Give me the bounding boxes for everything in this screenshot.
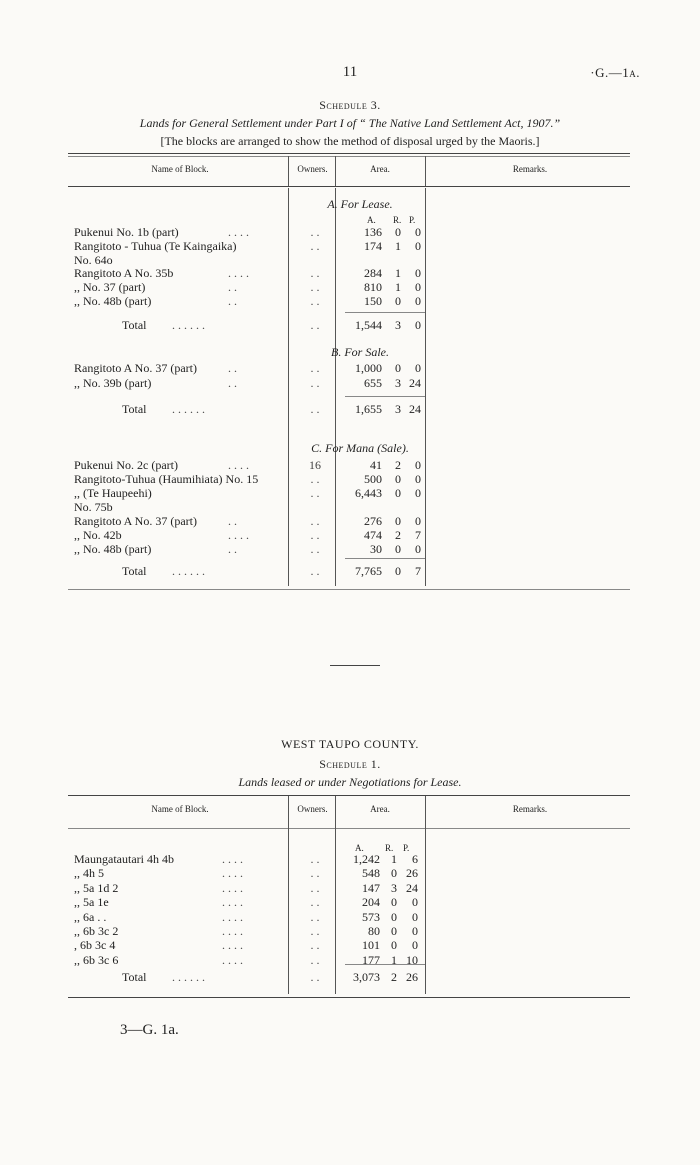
leader-dots: . . . . — [228, 458, 249, 472]
leader-dots: . . — [228, 361, 237, 375]
column-header-owners: Owners. — [297, 804, 328, 814]
area-acres: 573 — [362, 909, 380, 924]
total-rule — [345, 396, 425, 397]
column-header-remarks: Remarks. — [512, 804, 548, 814]
block-name: No. 75b — [74, 500, 113, 514]
area-perches: 0 — [415, 458, 421, 472]
block-name: ,, No. 48b (part) — [74, 542, 152, 556]
section-heading-mana: C. For Mana (Sale). — [311, 441, 409, 455]
area-acres: 174 — [364, 238, 382, 253]
unit-head-acres: A. — [355, 843, 364, 853]
leader-dots: . . . . — [222, 880, 243, 895]
owners-value: . . — [310, 952, 320, 967]
owners-value: . . — [310, 472, 320, 486]
block-name: ,, No. 39b (part) — [74, 375, 152, 390]
table-top-rule — [68, 153, 630, 154]
owners-value: . . — [310, 402, 320, 416]
header-divider — [425, 156, 426, 186]
area-perches: 0 — [415, 472, 421, 486]
leader-dots: . . . . . . — [172, 564, 205, 578]
total-acres: 3,073 — [353, 970, 380, 984]
block-name: Rangitoto A No. 37 (part) — [74, 361, 197, 375]
area-perches: 0 — [415, 225, 421, 239]
area-roods: 0 — [395, 225, 401, 239]
column-header-name: Name of Block. — [151, 164, 209, 174]
schedule-1-title: Schedule 1. — [319, 757, 381, 771]
column-divider — [335, 796, 336, 994]
block-name: ,, 5a 1e — [74, 895, 109, 910]
block-name: Rangitoto - Tuhua (Te Kaingaika) — [74, 238, 237, 253]
area-acres: 284 — [364, 266, 382, 281]
area-roods: 3 — [391, 880, 397, 895]
area-acres: 548 — [362, 866, 380, 881]
unit-head-roods: R. — [385, 843, 394, 853]
total-roods: 3 — [395, 402, 401, 416]
leader-dots: . . . . — [222, 866, 243, 881]
area-roods: 0 — [391, 938, 397, 953]
total-perches: 26 — [406, 970, 418, 984]
table-top-rule-inner — [68, 156, 630, 157]
block-name: ,, No. 42b — [74, 528, 122, 542]
block-name: Rangitoto A No. 37 (part) — [74, 514, 197, 528]
column-header-name: Name of Block. — [151, 804, 209, 814]
block-name: No. 64o — [74, 252, 113, 267]
area-roods: 0 — [391, 866, 397, 881]
area-acres: 204 — [362, 895, 380, 910]
area-roods: 1 — [391, 852, 397, 866]
owners-value: . . — [310, 375, 320, 390]
schedule-3-title: Schedule 3. — [319, 98, 381, 112]
total-perches: 0 — [415, 318, 421, 332]
block-name: Rangitoto-Tuhua (Haumihiata) No. 15 — [74, 472, 259, 486]
leader-dots: . . . . — [222, 924, 243, 938]
area-acres: 810 — [364, 280, 382, 295]
owners-value: . . — [310, 895, 320, 910]
total-roods: 0 — [395, 564, 401, 578]
block-name: ,, No. 48b (part) — [74, 294, 152, 308]
area-roods: 3 — [395, 375, 401, 390]
column-header-remarks: Remarks. — [512, 164, 548, 174]
area-acres: 655 — [364, 375, 382, 390]
owners-value: . . — [310, 880, 320, 895]
page-number: 11 — [342, 64, 358, 80]
area-roods: 0 — [395, 542, 401, 556]
area-acres: 150 — [364, 294, 382, 308]
block-name: ,, 6b 3c 6 — [74, 952, 119, 967]
area-perches: 0 — [412, 938, 418, 953]
area-roods: 1 — [395, 238, 401, 253]
leader-dots: . . — [228, 280, 237, 295]
leader-dots: . . . . — [228, 528, 249, 542]
county-heading: WEST TAUPO COUNTY. — [281, 737, 419, 751]
total-label: Total — [122, 402, 147, 416]
column-header-area: Area. — [370, 804, 390, 814]
leader-dots: . . — [228, 375, 237, 390]
area-perches: 24 — [409, 375, 421, 390]
area-acres: 1,242 — [353, 852, 380, 866]
document-reference: ·G.—1a. — [590, 65, 640, 80]
leader-dots: . . . . — [222, 938, 243, 953]
owners-value: . . — [310, 238, 320, 253]
area-roods: 0 — [391, 895, 397, 910]
header-bottom-rule — [68, 828, 630, 829]
block-name: ,, No. 37 (part) — [74, 280, 146, 295]
leader-dots: . . . . — [222, 895, 243, 910]
section-heading-lease: A. For Lease. — [327, 197, 393, 211]
total-acres: 1,655 — [355, 402, 382, 416]
area-acres: 474 — [364, 528, 382, 542]
section-separator — [330, 665, 380, 666]
owners-value: 16 — [309, 458, 321, 472]
footer-signature: 3—G. 1a. — [120, 1022, 179, 1038]
area-roods: 1 — [395, 280, 401, 295]
area-acres: 1,000 — [355, 361, 382, 375]
area-perches: 0 — [415, 266, 421, 281]
unit-head-roods: R. — [393, 215, 402, 225]
owners-value: . . — [310, 294, 320, 308]
total-perches: 24 — [409, 402, 421, 416]
area-roods: 1 — [395, 266, 401, 281]
area-acres: 177 — [362, 952, 380, 967]
owners-value: . . — [310, 852, 320, 866]
area-perches: 0 — [415, 486, 421, 500]
column-divider — [425, 796, 426, 994]
leader-dots: . . . . — [228, 266, 249, 281]
block-name: ,, (Te Haupeehi) — [74, 486, 152, 500]
area-perches: 0 — [415, 514, 421, 528]
total-rule — [345, 312, 425, 313]
section-heading-sale: B. For Sale. — [331, 345, 389, 359]
header-divider — [288, 156, 289, 186]
block-name: Pukenui No. 1b (part) — [74, 225, 179, 239]
area-perches: 0 — [412, 895, 418, 910]
schedule-3-note: [The blocks are arranged to show the method of disposal urged by the Maoris.] — [160, 134, 540, 148]
area-perches: 10 — [406, 952, 418, 967]
block-name: Maungatautari 4h 4b — [74, 852, 174, 866]
area-roods: 0 — [395, 361, 401, 375]
column-divider — [425, 188, 426, 586]
owners-value: . . — [310, 514, 320, 528]
leader-dots: . . . . — [222, 909, 243, 924]
table-top-rule — [68, 795, 630, 796]
area-acres: 41 — [370, 458, 382, 472]
owners-value: . . — [310, 970, 320, 984]
area-acres: 136 — [364, 225, 382, 239]
total-perches: 7 — [415, 564, 421, 578]
area-perches: 24 — [406, 880, 418, 895]
area-roods: 0 — [395, 472, 401, 486]
owners-value: . . — [310, 564, 320, 578]
area-roods: 2 — [395, 528, 401, 542]
table-bottom-rule — [68, 589, 630, 590]
total-roods: 2 — [391, 970, 397, 984]
area-roods: 0 — [391, 924, 397, 938]
total-label: Total — [122, 970, 147, 984]
unit-head-perches: P. — [409, 215, 416, 225]
total-acres: 7,765 — [355, 564, 382, 578]
column-divider — [288, 188, 289, 586]
total-label: Total — [122, 318, 147, 332]
area-perches: 26 — [406, 866, 418, 881]
block-name: ,, 5a 1d 2 — [74, 880, 119, 895]
header-divider — [335, 156, 336, 186]
table-bottom-rule — [68, 997, 630, 998]
leader-dots: . . . . — [228, 225, 249, 239]
area-acres: 276 — [364, 514, 382, 528]
area-roods: 2 — [395, 458, 401, 472]
owners-value: . . — [310, 938, 320, 953]
block-name: ,, 6b 3c 2 — [74, 924, 119, 938]
owners-value: . . — [310, 318, 320, 332]
owners-value: . . — [310, 924, 320, 938]
column-divider — [335, 188, 336, 586]
owners-value: . . — [310, 528, 320, 542]
area-acres: 80 — [368, 924, 380, 938]
area-acres: 30 — [370, 542, 382, 556]
leader-dots: . . — [228, 514, 237, 528]
leader-dots: . . — [228, 542, 237, 556]
leader-dots: . . . . . . — [172, 970, 205, 984]
total-rule — [345, 558, 425, 559]
area-roods: 1 — [391, 952, 397, 967]
column-divider — [288, 796, 289, 994]
block-name: ,, 6a . . — [74, 909, 107, 924]
total-acres: 1,544 — [355, 318, 382, 332]
block-name: , 6b 3c 4 — [74, 938, 116, 953]
area-acres: 101 — [362, 938, 380, 953]
leader-dots: . . — [228, 294, 237, 308]
schedule-1-subtitle: Lands leased or under Negotiations for Lease. — [238, 775, 462, 789]
area-perches: 0 — [415, 361, 421, 375]
header-bottom-rule — [68, 186, 630, 187]
area-perches: 0 — [415, 294, 421, 308]
leader-dots: . . . . . . — [172, 318, 205, 332]
area-perches: 0 — [415, 238, 421, 253]
unit-head-acres: A. — [367, 215, 376, 225]
area-acres: 6,443 — [355, 486, 382, 500]
column-header-owners: Owners. — [297, 164, 328, 174]
total-label: Total — [122, 564, 147, 578]
area-roods: 0 — [391, 909, 397, 924]
owners-value: . . — [310, 280, 320, 295]
owners-value: . . — [310, 542, 320, 556]
column-header-area: Area. — [370, 164, 390, 174]
block-name: Rangitoto A No. 35b — [74, 266, 174, 281]
owners-value: . . — [310, 486, 320, 500]
area-perches: 7 — [415, 528, 421, 542]
area-perches: 0 — [412, 924, 418, 938]
owners-value: . . — [310, 266, 320, 281]
area-perches: 0 — [412, 909, 418, 924]
owners-value: . . — [310, 225, 320, 239]
owners-value: . . — [310, 866, 320, 881]
area-perches: 6 — [412, 852, 418, 866]
block-name: Pukenui No. 2c (part) — [74, 458, 178, 472]
area-roods: 0 — [395, 514, 401, 528]
area-acres: 500 — [364, 472, 382, 486]
area-perches: 0 — [415, 280, 421, 295]
unit-head-perches: P. — [403, 843, 410, 853]
leader-dots: . . . . — [222, 952, 243, 967]
owners-value: . . — [310, 361, 320, 375]
leader-dots: . . . . . . — [172, 402, 205, 416]
area-roods: 0 — [395, 294, 401, 308]
schedule-3-subtitle: Lands for General Settlement under Part I of “ The Native Land Settlement Act, 1907.” — [139, 116, 561, 130]
owners-value: . . — [310, 909, 320, 924]
leader-dots: . . . . — [222, 852, 243, 866]
area-perches: 0 — [415, 542, 421, 556]
area-acres: 147 — [362, 880, 380, 895]
area-roods: 0 — [395, 486, 401, 500]
total-rule — [345, 964, 425, 965]
block-name: ,, 4h 5 — [74, 866, 104, 881]
total-roods: 3 — [395, 318, 401, 332]
